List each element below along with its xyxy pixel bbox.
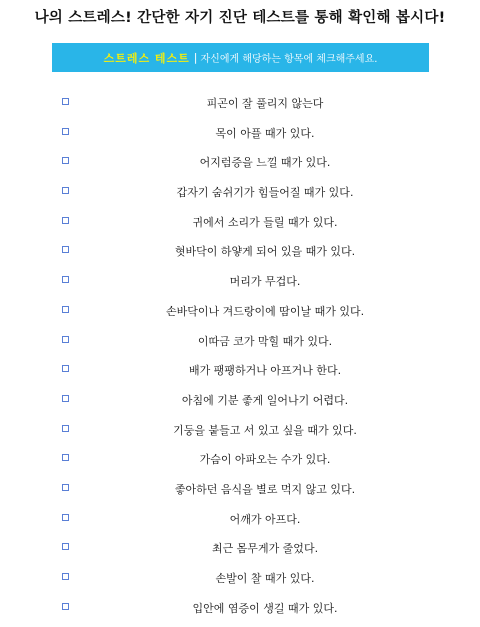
stress-checklist xyxy=(0,88,480,622)
checklist-item-label: 손발이 찰 때가 있다. xyxy=(215,572,315,585)
checklist-item[interactable] xyxy=(0,593,480,623)
checkbox[interactable] xyxy=(62,395,69,402)
checklist-item-label: 갑자기 숨쉬기가 힘들어질 때가 있다. xyxy=(176,186,354,200)
page-title: 나의 스트레스! 간단한 자기 진단 테스트를 통해 확인해 봅시다! xyxy=(34,10,446,26)
checklist-item[interactable] xyxy=(0,355,480,385)
checklist-item-label: 가슴이 아파오는 수가 있다. xyxy=(199,453,331,467)
banner-separator: | xyxy=(193,51,198,64)
checkbox[interactable] xyxy=(62,454,69,461)
checklist-item[interactable] xyxy=(0,533,480,563)
checklist-item-label: 귀에서 소리가 들릴 때가 있다. xyxy=(192,215,338,229)
checkbox[interactable] xyxy=(62,484,69,491)
checklist-item[interactable] xyxy=(0,385,480,415)
checklist-item[interactable] xyxy=(0,236,480,266)
checklist-item-label: 이따금 코가 막힐 때가 있다. xyxy=(197,334,333,348)
checklist-item-label: 기둥을 붙들고 서 있고 싶을 때가 있다. xyxy=(173,423,357,437)
checkbox[interactable] xyxy=(62,543,69,550)
checklist-item-label: 피곤이 잘 풀리지 않는다 xyxy=(206,97,324,110)
checklist-item[interactable] xyxy=(0,326,480,356)
checkbox[interactable] xyxy=(62,573,69,580)
checklist-item-label: 배가 팽팽하거나 아프거나 한다. xyxy=(188,364,342,378)
checklist-item[interactable] xyxy=(0,444,480,474)
checklist-item[interactable] xyxy=(0,207,480,237)
checklist-item-label: 어지럼증을 느낄 때가 있다. xyxy=(199,156,331,170)
checklist-item-label: 아침에 기분 좋게 일어나기 어렵다. xyxy=(181,393,349,407)
checklist-item-label: 혓바닥이 하얗게 되어 있을 때가 있다. xyxy=(174,245,356,259)
checklist-item-label: 머리가 무겁다. xyxy=(229,275,301,289)
checklist-item[interactable] xyxy=(0,415,480,445)
checkbox[interactable] xyxy=(62,336,69,343)
banner-instruction: 자신에게 해당하는 항목에 체크해주세요. xyxy=(200,54,378,65)
checkbox[interactable] xyxy=(62,365,69,372)
checkbox[interactable] xyxy=(62,603,69,610)
checklist-item-label: 목이 아플 때가 있다. xyxy=(215,126,315,140)
checklist-item-label: 손바닥이나 겨드랑이에 땀이날 때가 있다. xyxy=(165,304,365,318)
checklist-item[interactable] xyxy=(0,118,480,148)
banner-title: 스트레스 테스트 xyxy=(103,51,190,65)
checkbox[interactable] xyxy=(62,306,69,313)
checkbox[interactable] xyxy=(62,217,69,224)
checkbox[interactable] xyxy=(62,514,69,521)
stress-test-banner xyxy=(52,43,429,72)
checkbox[interactable] xyxy=(62,276,69,283)
checkbox[interactable] xyxy=(62,157,69,164)
checklist-item[interactable] xyxy=(0,147,480,177)
checklist-item[interactable] xyxy=(0,563,480,593)
checkbox[interactable] xyxy=(62,425,69,432)
checklist-item[interactable] xyxy=(0,474,480,504)
checklist-item-label: 최근 몸무게가 줄었다. xyxy=(211,542,319,556)
checklist-item[interactable] xyxy=(0,177,480,207)
checklist-item-label: 입안에 염증이 생길 때가 있다. xyxy=(192,601,338,615)
checklist-item-label: 어깨가 아프다. xyxy=(229,512,301,526)
checklist-item-label: 좋아하던 음식을 별로 먹지 않고 있다. xyxy=(174,482,356,496)
checklist-item[interactable] xyxy=(0,504,480,534)
checkbox[interactable] xyxy=(62,128,69,135)
checkbox[interactable] xyxy=(62,187,69,194)
checklist-item[interactable] xyxy=(0,296,480,326)
checklist-item[interactable] xyxy=(0,266,480,296)
checkbox[interactable] xyxy=(62,246,69,253)
checklist-item[interactable] xyxy=(0,88,480,118)
checkbox[interactable] xyxy=(62,98,69,105)
